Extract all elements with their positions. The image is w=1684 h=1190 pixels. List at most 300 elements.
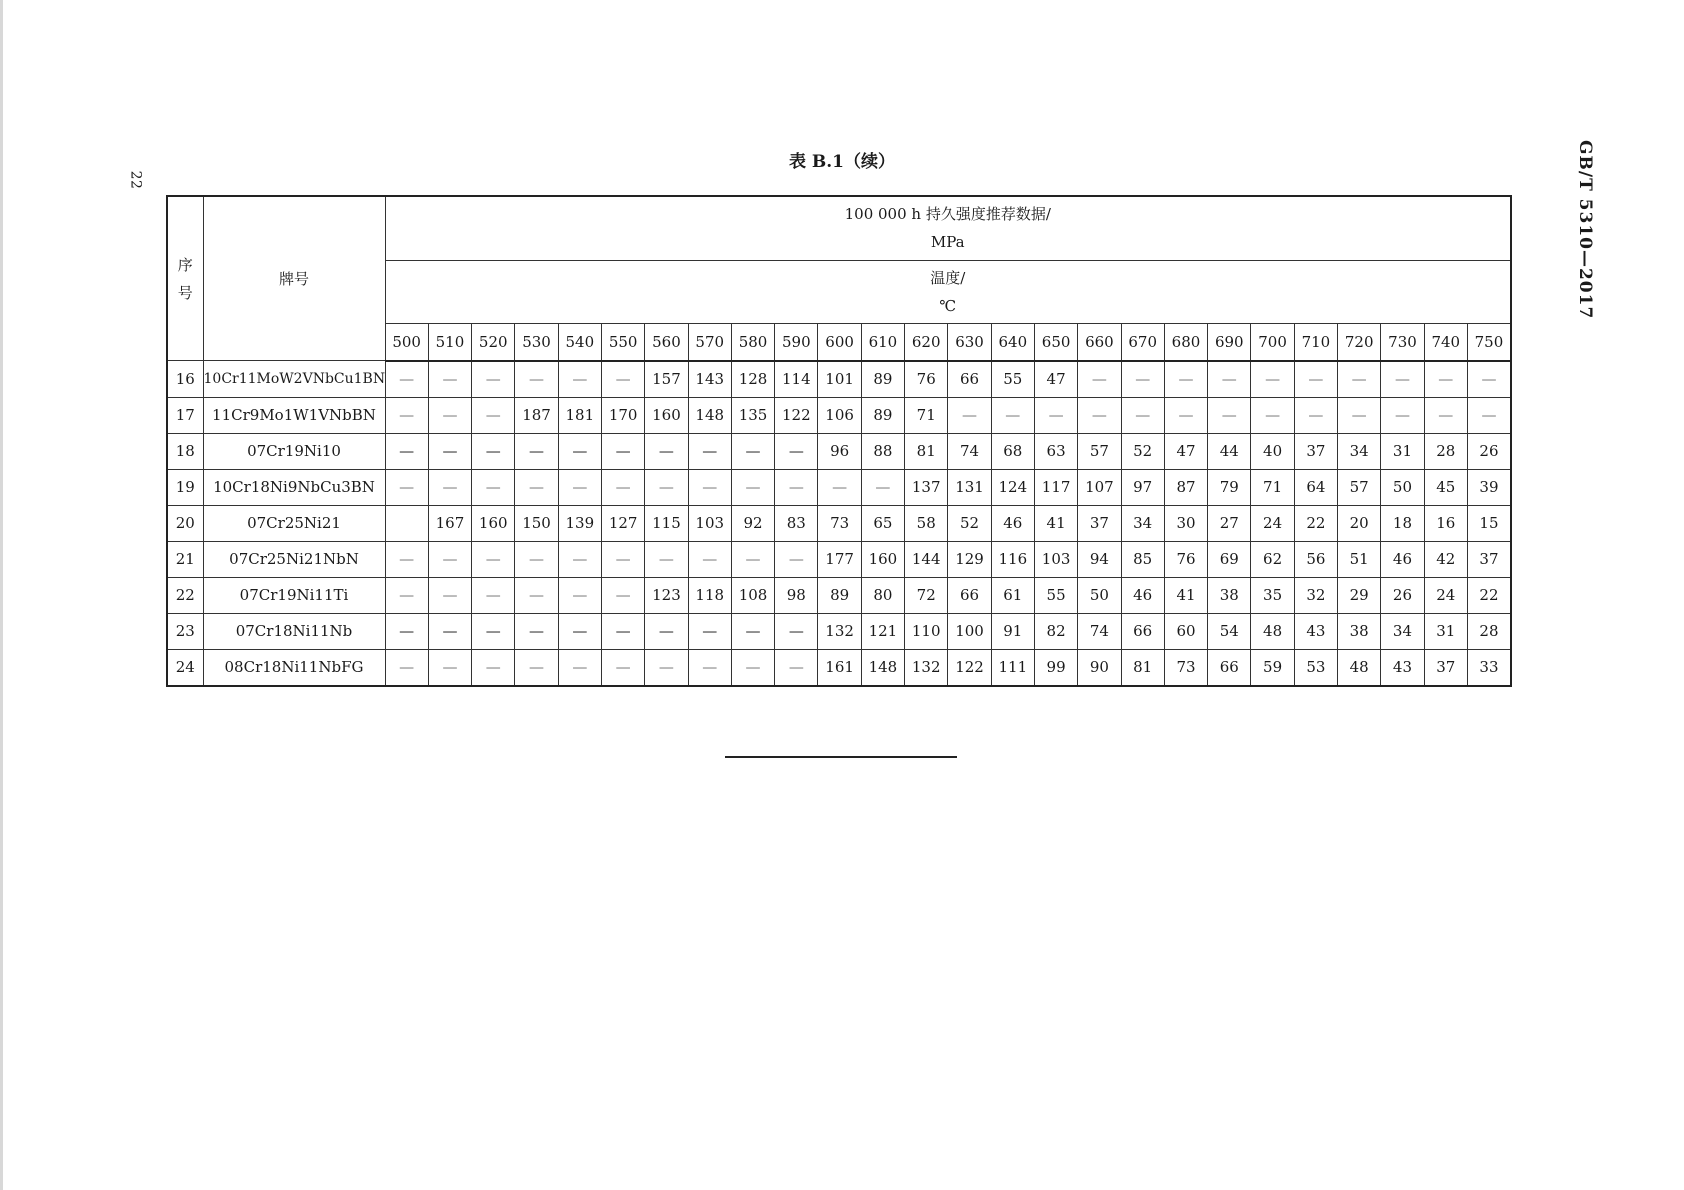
value-cell: 34 [1338,433,1381,469]
value-cell: — [515,577,558,613]
value-cell: 122 [775,397,818,433]
table-row [167,541,1511,577]
value-cell: 48 [1338,649,1381,686]
value-cell: 85 [1121,541,1164,577]
value-cell: 31 [1381,433,1424,469]
value-cell: 135 [731,397,774,433]
value-cell: 127 [601,505,644,541]
value-cell: 123 [645,577,688,613]
value-cell: 91 [991,613,1034,649]
value-cell: — [385,469,428,505]
value-cell: 29 [1338,577,1381,613]
value-cell: — [1164,397,1207,433]
value-cell: — [472,613,515,649]
temperature-cell: 670 [1121,323,1164,361]
temperature-cell: 590 [775,323,818,361]
value-cell: 37 [1424,649,1467,686]
value-cell: 99 [1034,649,1077,686]
value-cell: 48 [1251,613,1294,649]
value-cell: — [428,469,471,505]
value-cell: — [731,541,774,577]
value-cell: 22 [1467,577,1511,613]
value-cell: 132 [818,613,861,649]
value-cell: — [472,361,515,398]
value-cell: — [515,613,558,649]
temperature-cell: 740 [1424,323,1467,361]
value-cell: 58 [905,505,948,541]
value-cell: — [472,397,515,433]
value-cell: 26 [1467,433,1511,469]
value-cell: 39 [1467,469,1511,505]
value-cell: 26 [1381,577,1424,613]
seq-cell: 18 [167,433,203,469]
value-cell: 66 [948,577,991,613]
value-cell: — [645,433,688,469]
value-cell: 34 [1121,505,1164,541]
value-cell: 41 [1164,577,1207,613]
value-cell: 27 [1208,505,1251,541]
value-cell: 52 [1121,433,1164,469]
value-cell: 144 [905,541,948,577]
table-row [167,505,1511,541]
value-cell: — [428,433,471,469]
value-cell: — [385,433,428,469]
value-cell: — [601,361,644,398]
value-cell: — [1251,361,1294,398]
value-cell: 55 [991,361,1034,398]
temperature-cell: 520 [472,323,515,361]
value-cell: 47 [1164,433,1207,469]
table-row [167,433,1511,469]
value-cell: — [688,433,731,469]
seq-header [167,196,203,361]
temperature-cell: 680 [1164,323,1207,361]
value-cell: — [428,577,471,613]
value-cell: — [428,361,471,398]
value-cell: 69 [1208,541,1251,577]
value-cell: 15 [1467,505,1511,541]
value-cell: 143 [688,361,731,398]
value-cell: 46 [991,505,1034,541]
value-cell: — [1294,361,1337,398]
temperature-header [385,260,1511,323]
value-cell: 121 [861,613,904,649]
value-cell: — [558,577,601,613]
value-cell: 170 [601,397,644,433]
value-cell: 74 [948,433,991,469]
value-cell: — [688,613,731,649]
seq-cell: 24 [167,649,203,686]
value-cell: — [601,433,644,469]
temperature-cell: 730 [1381,323,1424,361]
value-cell: 181 [558,397,601,433]
value-cell: — [1338,361,1381,398]
value-cell: — [1294,397,1337,433]
value-cell: — [1381,397,1424,433]
temperature-cell: 550 [601,323,644,361]
value-cell: 46 [1381,541,1424,577]
value-cell: 83 [775,505,818,541]
value-cell: 101 [818,361,861,398]
value-cell: — [428,649,471,686]
grade-cell: 07Cr19Ni10 [203,433,385,469]
value-cell: 68 [991,433,1034,469]
value-cell: 40 [1251,433,1294,469]
value-cell: — [1121,397,1164,433]
temperature-cell: 720 [1338,323,1381,361]
value-cell: 57 [1078,433,1121,469]
value-cell: 160 [861,541,904,577]
value-cell: — [688,649,731,686]
value-cell: — [472,649,515,686]
value-cell: — [818,469,861,505]
value-cell: 160 [645,397,688,433]
value-cell: 37 [1467,541,1511,577]
value-cell: 60 [1164,613,1207,649]
value-cell: — [775,649,818,686]
value-cell: — [558,541,601,577]
temperature-cell: 500 [385,323,428,361]
value-cell: — [775,469,818,505]
value-cell: — [645,613,688,649]
value-cell: 66 [1121,613,1164,649]
value-cell: 57 [1338,469,1381,505]
value-cell: 117 [1034,469,1077,505]
value-cell: — [558,433,601,469]
value-cell: — [775,541,818,577]
value-cell: 132 [905,649,948,686]
value-cell: — [1164,361,1207,398]
seq-cell: 23 [167,613,203,649]
value-cell: — [472,433,515,469]
seq-cell: 20 [167,505,203,541]
value-cell: 56 [1294,541,1337,577]
value-cell: 20 [1338,505,1381,541]
value-cell: 129 [948,541,991,577]
value-cell: — [775,433,818,469]
value-cell: — [1338,397,1381,433]
value-cell: 187 [515,397,558,433]
value-cell: 124 [991,469,1034,505]
seq-cell: 21 [167,541,203,577]
value-cell: 61 [991,577,1034,613]
value-cell: 92 [731,505,774,541]
temperature-cell: 580 [731,323,774,361]
value-cell: 66 [948,361,991,398]
temperature-cell: 620 [905,323,948,361]
value-cell: 28 [1467,613,1511,649]
value-cell: 131 [948,469,991,505]
grade-cell: 10Cr11MoW2VNbCu1BN [203,361,385,398]
temperature-header-unit: ℃ [939,296,957,315]
value-cell: 50 [1381,469,1424,505]
value-cell: 94 [1078,541,1121,577]
value-cell: — [558,469,601,505]
value-cell: 76 [905,361,948,398]
value-cell: — [645,649,688,686]
strength-header-line1: 100 000 h 持久强度推荐数据/ [844,205,1051,224]
temperature-cell: 630 [948,323,991,361]
value-cell: 71 [905,397,948,433]
value-cell: — [1381,361,1424,398]
value-cell: — [1208,397,1251,433]
value-cell: 108 [731,577,774,613]
temperature-cell: 530 [515,323,558,361]
temperature-header-line1: 温度/ [930,268,966,287]
value-cell: — [385,649,428,686]
value-cell: 80 [861,577,904,613]
value-cell: — [1034,397,1077,433]
table-row [167,469,1511,505]
table-row [167,613,1511,649]
temperature-cell: 570 [688,323,731,361]
table-row [167,577,1511,613]
value-cell: 73 [818,505,861,541]
grade-cell: 07Cr19Ni11Ti [203,577,385,613]
value-cell: 35 [1251,577,1294,613]
value-cell: 81 [1121,649,1164,686]
value-cell: 32 [1294,577,1337,613]
value-cell: — [601,649,644,686]
value-cell: 66 [1208,649,1251,686]
temperature-cell: 640 [991,323,1034,361]
page-edge [0,0,3,1190]
value-cell: — [601,469,644,505]
value-cell: — [558,649,601,686]
value-cell: 31 [1424,613,1467,649]
value-cell: 118 [688,577,731,613]
value-cell: 160 [472,505,515,541]
value-cell: 82 [1034,613,1077,649]
value-cell: — [1078,397,1121,433]
value-cell: 74 [1078,613,1121,649]
value-cell: — [385,541,428,577]
value-cell: 107 [1078,469,1121,505]
value-cell: 148 [688,397,731,433]
value-cell: 37 [1294,433,1337,469]
value-cell: — [515,541,558,577]
value-cell: 161 [818,649,861,686]
temperature-cell: 660 [1078,323,1121,361]
value-cell: 44 [1208,433,1251,469]
value-cell: 55 [1034,577,1077,613]
value-cell: 177 [818,541,861,577]
value-cell: — [775,613,818,649]
table-row [167,397,1511,433]
value-cell: — [688,469,731,505]
value-cell: — [1121,361,1164,398]
strength-table [166,195,1512,687]
value-cell: — [515,361,558,398]
value-cell: — [601,613,644,649]
temperature-cell: 700 [1251,323,1294,361]
value-cell: 89 [861,397,904,433]
value-cell: 79 [1208,469,1251,505]
value-cell: — [515,433,558,469]
value-cell: 137 [905,469,948,505]
value-cell: 24 [1424,577,1467,613]
value-cell: 103 [688,505,731,541]
seq-cell: 19 [167,469,203,505]
value-cell: 62 [1251,541,1294,577]
seq-cell: 22 [167,577,203,613]
table-title: 表 B.1（续） [788,152,896,172]
temperature-cell: 710 [1294,323,1337,361]
value-cell: 46 [1121,577,1164,613]
value-cell: — [731,469,774,505]
value-cell: — [1424,361,1467,398]
value-cell: 24 [1251,505,1294,541]
value-cell: 64 [1294,469,1337,505]
value-cell: — [1208,361,1251,398]
value-cell: — [558,613,601,649]
value-cell: — [472,541,515,577]
temperature-cell: 510 [428,323,471,361]
table-row [167,649,1511,686]
temperature-cell: 600 [818,323,861,361]
seq-cell: 16 [167,361,203,398]
value-cell: — [385,361,428,398]
value-cell: — [731,613,774,649]
value-cell: 53 [1294,649,1337,686]
value-cell: — [731,649,774,686]
value-cell: — [385,577,428,613]
value-cell: 65 [861,505,904,541]
table-body [167,361,1511,686]
value-cell: 50 [1078,577,1121,613]
value-cell: 59 [1251,649,1294,686]
seq-cell: 17 [167,397,203,433]
value-cell: 90 [1078,649,1121,686]
value-cell: — [428,397,471,433]
value-cell: 157 [645,361,688,398]
value-cell: 47 [1034,361,1077,398]
grade-header: 牌号 [203,196,385,361]
value-cell: 30 [1164,505,1207,541]
value-cell: — [948,397,991,433]
value-cell: 43 [1294,613,1337,649]
value-cell: — [601,541,644,577]
value-cell: — [385,397,428,433]
grade-cell: 10Cr18Ni9NbCu3BN [203,469,385,505]
grade-cell: 07Cr18Ni11Nb [203,613,385,649]
value-cell: 148 [861,649,904,686]
grade-cell: 08Cr18Ni11NbFG [203,649,385,686]
value-cell: 41 [1034,505,1077,541]
seq-header-line1: 序 [177,255,193,274]
value-cell: 97 [1121,469,1164,505]
value-cell [385,505,428,541]
value-cell: — [428,613,471,649]
value-cell: 88 [861,433,904,469]
value-cell: — [601,577,644,613]
value-cell: 34 [1381,613,1424,649]
value-cell: — [1078,361,1121,398]
seq-header-line2: 号 [177,283,193,302]
value-cell: 51 [1338,541,1381,577]
strength-header-unit: MPa [930,233,965,252]
end-rule [725,756,957,758]
temperature-cell: 690 [1208,323,1251,361]
value-cell: 43 [1381,649,1424,686]
value-cell: 18 [1381,505,1424,541]
temperature-cell: 610 [861,323,904,361]
value-cell: 38 [1338,613,1381,649]
value-cell: 52 [948,505,991,541]
value-cell: 28 [1424,433,1467,469]
temperature-cell: 560 [645,323,688,361]
value-cell: 110 [905,613,948,649]
grade-cell: 07Cr25Ni21 [203,505,385,541]
value-cell: — [472,577,515,613]
value-cell: — [731,433,774,469]
value-cell: — [861,469,904,505]
value-cell: 72 [905,577,948,613]
value-cell: — [515,649,558,686]
value-cell: 116 [991,541,1034,577]
value-cell: 76 [1164,541,1207,577]
value-cell: 89 [818,577,861,613]
value-cell: 139 [558,505,601,541]
value-cell: 115 [645,505,688,541]
value-cell: 37 [1078,505,1121,541]
value-cell: — [428,541,471,577]
value-cell: 114 [775,361,818,398]
value-cell: 150 [515,505,558,541]
value-cell: — [1424,397,1467,433]
value-cell: 96 [818,433,861,469]
value-cell: — [688,541,731,577]
value-cell: 45 [1424,469,1467,505]
temperature-cell: 750 [1467,323,1511,361]
temperature-cell: 650 [1034,323,1077,361]
value-cell: 73 [1164,649,1207,686]
value-cell: 103 [1034,541,1077,577]
value-cell: 122 [948,649,991,686]
value-cell: 100 [948,613,991,649]
value-cell: 87 [1164,469,1207,505]
value-cell: 63 [1034,433,1077,469]
value-cell: — [1467,397,1511,433]
value-cell: 89 [861,361,904,398]
page-number: 22 [127,170,144,190]
table-row [167,361,1511,398]
value-cell: 38 [1208,577,1251,613]
grade-cell: 07Cr25Ni21NbN [203,541,385,577]
value-cell: — [645,541,688,577]
value-cell: 16 [1424,505,1467,541]
strength-header [385,196,1511,260]
value-cell: 111 [991,649,1034,686]
standard-code: GB/T 5310—2017 [1575,140,1595,320]
value-cell: 81 [905,433,948,469]
value-cell: — [991,397,1034,433]
grade-cell: 11Cr9Mo1W1VNbBN [203,397,385,433]
value-cell: — [558,361,601,398]
temperature-cell: 540 [558,323,601,361]
value-cell: 33 [1467,649,1511,686]
value-cell: 128 [731,361,774,398]
value-cell: 42 [1424,541,1467,577]
value-cell: 22 [1294,505,1337,541]
value-cell: — [472,469,515,505]
value-cell: — [645,469,688,505]
value-cell: 167 [428,505,471,541]
value-cell: — [1251,397,1294,433]
value-cell: — [385,613,428,649]
value-cell: 54 [1208,613,1251,649]
value-cell: — [515,469,558,505]
